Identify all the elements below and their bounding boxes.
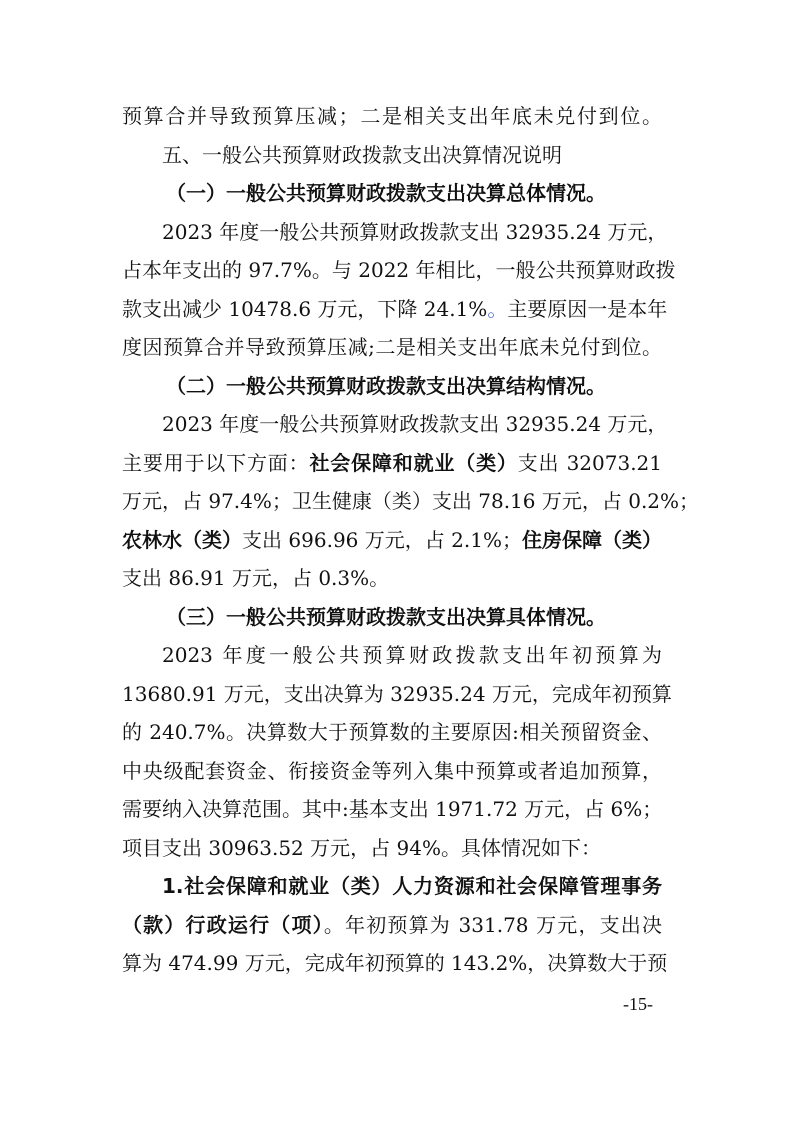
item-heading-line: 1.社会保障和就业（类）人力资源和社会保障管理事务 xyxy=(162,874,662,898)
text-segment: 支出 32073.21 xyxy=(517,450,663,475)
text-segment: 支出 696.96 万元，占 2.1%； xyxy=(242,527,522,552)
paragraph-line: 预算合并导致预算压减；二是相关支出年底未兑付到位。 xyxy=(122,104,662,128)
section-heading: 五、一般公共预算财政拨款支出决算情况说明 xyxy=(162,142,562,167)
paragraph-line: 需要纳入决算范围。其中:基本支出 1971.72 万元，占 6%； xyxy=(122,797,663,821)
page-number: -15- xyxy=(623,994,653,1014)
text-segment: 款支出减少 10478.6 万元，下降 24.1% xyxy=(122,296,488,321)
text-segment-bold: 住房保障（类） xyxy=(521,527,663,552)
subsection-heading: （一）一般公共预算财政拨款支出决算总体情况。 xyxy=(166,181,606,205)
text-segment-bold: 社会保障和就业（类） xyxy=(309,450,518,475)
subsection-heading: （二）一般公共预算财政拨款支出决算结构情况。 xyxy=(166,373,606,398)
text-segment: 。年初预算为 331.78 万元，支出决 xyxy=(323,912,662,937)
document-body xyxy=(122,97,700,983)
paragraph-line xyxy=(122,290,668,329)
text-segment-period: 。 xyxy=(487,296,508,321)
paragraph-line: 2023 年度一般公共预算财政拨款支出年初预算为 xyxy=(162,643,662,667)
text-segment-bold: （款）行政运行（项） xyxy=(122,912,324,937)
paragraph-line: 项目支出 30963.52 万元，占 94%。具体情况如下： xyxy=(122,835,601,860)
paragraph-line: 支出 86.91 万元，占 0.3%。 xyxy=(122,566,390,590)
paragraph-line: 万元，占 97.4%；卫生健康（类）支出 78.16 万元，占 0.2%； xyxy=(122,489,700,513)
paragraph-line: 算为 474.99 万元，完成年初预算的 143.2%，决算数大于预 xyxy=(122,951,668,975)
paragraph-line: 中央级配套资金、衔接资金等列入集中预算或者追加预算， xyxy=(122,758,662,783)
text-segment: 主要用于以下方面： xyxy=(122,450,310,475)
subsection-heading: （三）一般公共预算财政拨款支出决算具体情况。 xyxy=(166,604,606,629)
paragraph-line: 2023 年度一般公共预算财政拨款支出 32935.24 万元， xyxy=(162,219,668,244)
paragraph-line: 13680.91 万元，支出决算为 32935.24 万元，完成年初预算 xyxy=(122,681,672,706)
text-segment: 主要原因一是本年 xyxy=(507,296,668,321)
paragraph-line: 2023 年度一般公共预算财政拨款支出 32935.24 万元， xyxy=(162,412,668,436)
text-segment-bold: 农林水（类） xyxy=(122,527,243,552)
paragraph-line xyxy=(122,444,662,483)
paragraph-line: 度因预算合并导致预算压减;二是相关支出年底未兑付到位。 xyxy=(122,335,662,359)
paragraph-line xyxy=(122,521,662,560)
paragraph-line: 的 240.7%。决算数大于预算数的主要原因:相关预留资金、 xyxy=(122,720,662,744)
paragraph-line: 占本年支出的 97.7%。与 2022 年相比，一般公共预算财政拨 xyxy=(122,258,676,282)
paragraph-line xyxy=(122,906,662,945)
